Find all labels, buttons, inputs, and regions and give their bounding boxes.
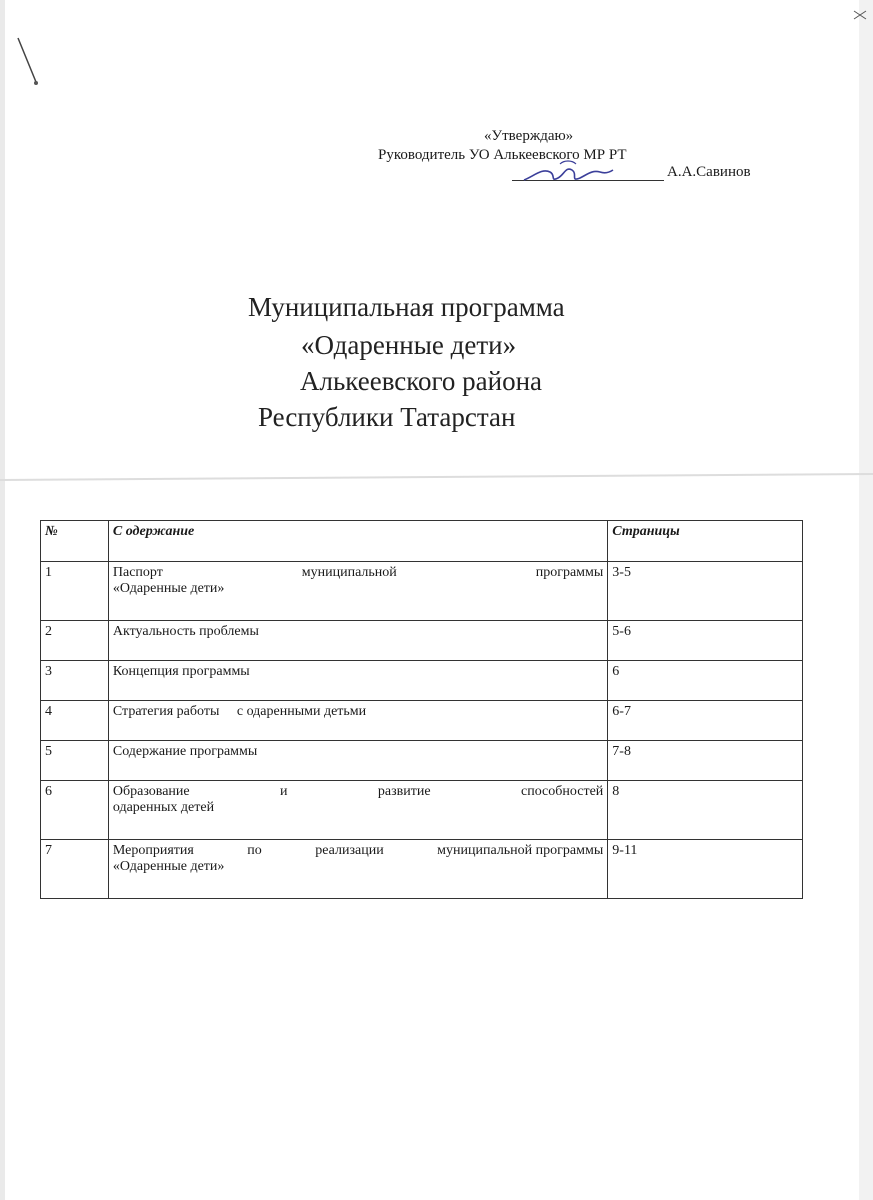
toc-content: Паспорт муниципальной программы «Одаренные дети» xyxy=(108,562,607,621)
table-row xyxy=(41,741,803,781)
toc-content: Мероприятия по реализации муниципальной программы «Одаренные дети» xyxy=(108,840,607,899)
toc-content: Стратегия работы с одаренными детьми xyxy=(108,701,607,741)
approval-role: Руководитель УО Алькеевского МР РТ xyxy=(378,147,627,163)
toc-number: 5 xyxy=(41,741,109,781)
table-of-contents xyxy=(40,520,803,899)
toc-content: Содержание программы xyxy=(108,741,607,781)
table-row xyxy=(41,781,803,840)
toc-header-content: С одержание xyxy=(108,521,607,562)
scan-edge-left xyxy=(0,0,5,1200)
toc-number: 3 xyxy=(41,661,109,701)
toc-number: 2 xyxy=(41,621,109,661)
toc-pages: 7-8 xyxy=(608,741,803,781)
staple-mark-icon xyxy=(14,36,42,88)
toc-pages: 6-7 xyxy=(608,701,803,741)
program-title-line-1: Муниципальная программа xyxy=(248,292,565,322)
toc-pages: 9-11 xyxy=(608,840,803,899)
table-row xyxy=(41,701,803,741)
toc-pages: 6 xyxy=(608,661,803,701)
table-row xyxy=(41,621,803,661)
toc-content: Образование и развитие способностей одаренных детей xyxy=(108,781,607,840)
scan-edge-right xyxy=(859,0,873,1200)
toc-content: Актуальность проблемы xyxy=(108,621,607,661)
handwritten-signature xyxy=(520,158,615,188)
toc-header-row xyxy=(41,521,803,562)
corner-mark-icon xyxy=(852,8,868,22)
toc-pages: 5-6 xyxy=(608,621,803,661)
toc-number: 1 xyxy=(41,562,109,621)
approval-title: «Утверждаю» xyxy=(484,128,574,144)
toc-header-number: № xyxy=(41,521,109,562)
toc-number: 6 xyxy=(41,781,109,840)
page-fold-line xyxy=(0,473,873,481)
program-title-line-2: «Одаренные дети» xyxy=(301,330,517,360)
toc-content: Концепция программы xyxy=(108,661,607,701)
approver-name: А.А.Савинов xyxy=(667,164,751,180)
table-row xyxy=(41,562,803,621)
toc-number: 7 xyxy=(41,840,109,899)
toc-number: 4 xyxy=(41,701,109,741)
program-title-line-3: Алькеевского района xyxy=(300,366,543,396)
table-row xyxy=(41,661,803,701)
toc-pages: 8 xyxy=(608,781,803,840)
toc-pages: 3-5 xyxy=(608,562,803,621)
toc-header-pages: Страницы xyxy=(608,521,803,562)
table-row xyxy=(41,840,803,899)
program-title-line-4: Республики Татарстан xyxy=(258,402,516,432)
